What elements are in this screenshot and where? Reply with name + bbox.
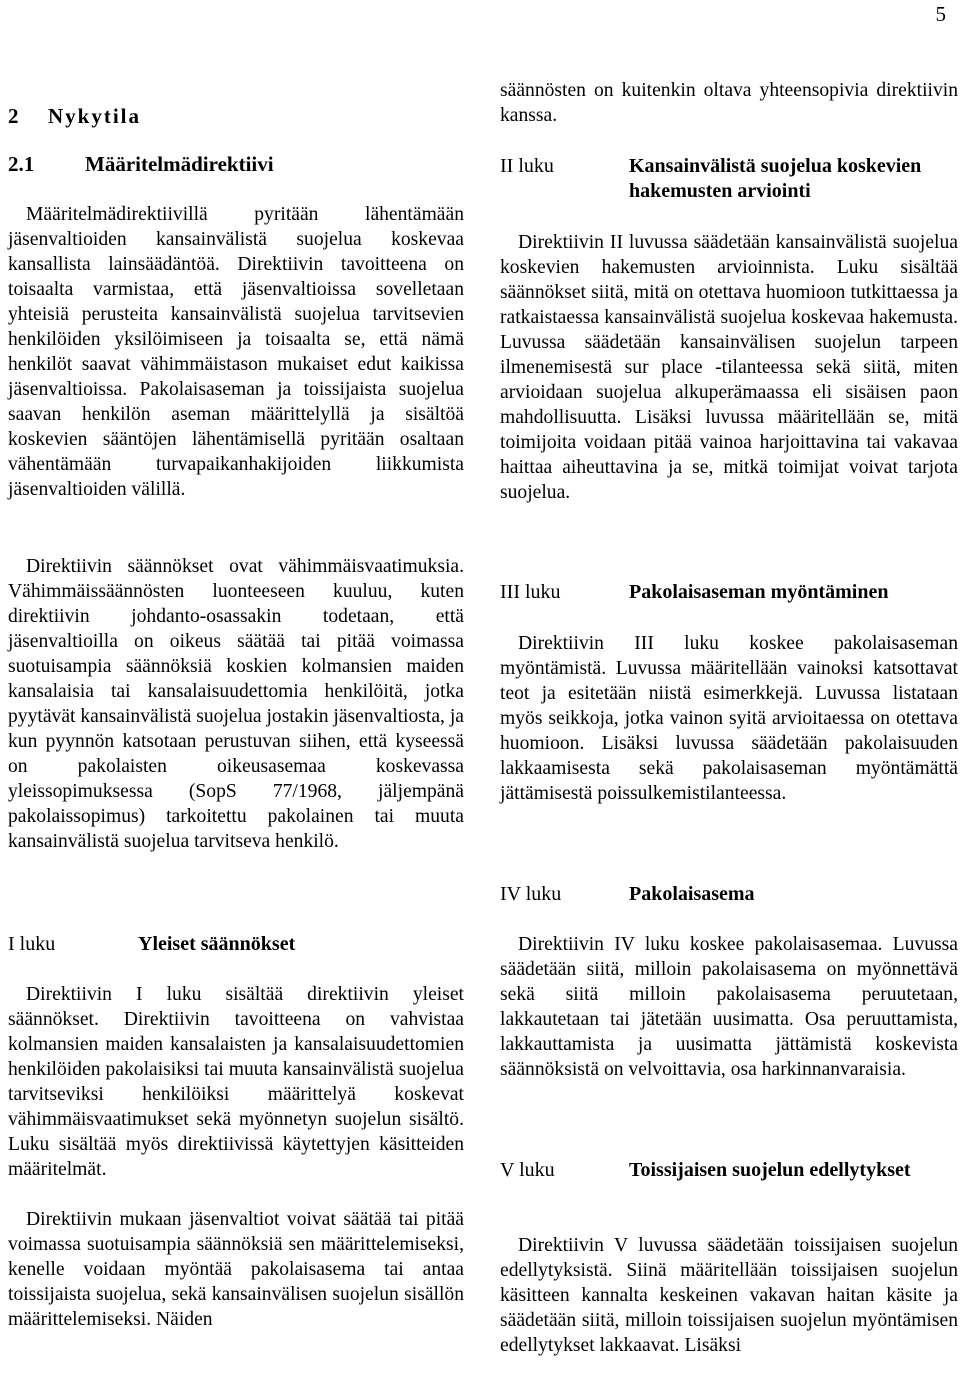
section-title: Nykytila bbox=[48, 104, 142, 128]
chapter-3-paragraph: Direktiivin III luku koskee pakolaisaseman myöntämistä. Luvussa määritellään vainoksi katsottavat teot ja esitetään niistä esimerkkejä. Luvussa listataan myös seikkoja, jotka vainon syitä arvioitaessa on otettava huomioon. Lisäksi luvussa säädetään pakolaisuuden lakkaamisesta sekä pakolaisaseman myöntämättä jättämisestä poissulkemistilanteessa. bbox=[500, 633, 958, 804]
chapter-1-title: Yleiset säännökset bbox=[138, 933, 296, 955]
chapter-1-label: I luku bbox=[8, 933, 56, 955]
chapter-2-paragraph: Direktiivin II luvussa säädetään kansainvälistä suojelua koskevien hakemusten arvioinnista. Luku sisältää säännökset siitä, mitä on otettava huomioon tutkittaessa ja ratkaistaessa kansainvälistä suojelua koskevaa hakemusta. Luvussa säädetään kansainvälisen suojelun tarpeen ilmenemisestä sur place -tilanteessa sekä siitä, miten arvioidaan suojelua alkuperämaassa eli sisäisen paon mahdollisuutta. Lisäksi luvussa määritellään se, mitä toimijoita voidaan pitää vainoa harjoittavina tai vakavaa haittaa aiheuttavina ja se, mitkä toimijat voivat tarjota suojelua. bbox=[500, 232, 958, 503]
section-number: 2 bbox=[8, 104, 21, 128]
chapter-4-paragraph: Direktiivin IV luku koskee pakolaisasemaa. Luvussa säädetään siitä, milloin pakolaisasema on myönnettävä sekä siitä milloin pakolaisasema peruutetaan, lakkautetaan tai jätetään uusimatta. Osa peruuttamista, lakkauttamista ja uusimatta jättämistä koskevista säännöksistä on velvoittavia, osa harkinnanvaraisia. bbox=[500, 934, 958, 1080]
section-heading bbox=[8, 103, 141, 129]
chapter-4-title: Pakolaisasema bbox=[629, 883, 755, 905]
continuation-paragraph: säännösten on kuitenkin oltava yhteensopivia direktiivin kanssa. bbox=[500, 80, 958, 126]
chapter-1-paragraph-2: Direktiivin mukaan jäsenvaltiot voivat säätää tai pitää voimassa suotuisampia säännöksiä sen määrittelemiseksi, kenelle voidaan myöntää pakolaisasema tai antaa toissijaista suojelua, sekä kansainvälisen suojelun sisällön määrittelemiseksi. Näiden bbox=[8, 1209, 464, 1330]
subsection-number: 2.1 bbox=[8, 152, 35, 176]
chapter-4-label: IV luku bbox=[500, 883, 562, 905]
subsection-title: Määritelmädirektiivi bbox=[85, 152, 274, 176]
chapter-3-label: III luku bbox=[500, 581, 561, 603]
chapter-1-paragraph: Direktiivin I luku sisältää direktiivin yleiset säännökset. Direktiivin tavoitteena on vahvistaa kolmansien maiden kansalaisten ja kansalaisuudettomien henkilöiden pakolaisiksi tai muuta kansainvälistä suojelua tarvitseviksi henkilöiksi määrittelyä koskevat vähimmäisvaatimukset sekä myönnetyn suojelun sisältö. Luku sisältää myös direktiivissä käytettyjen käsitteiden määritelmät. bbox=[8, 984, 464, 1180]
chapter-5-label: V luku bbox=[500, 1159, 555, 1181]
page-number: 5 bbox=[935, 2, 946, 26]
intro-paragraph: Määritelmädirektiivillä pyritään lähentämään jäsenvaltioiden kansainvälistä suojelua koskevaa kansallista lainsäädäntöä. Direktiivin tavoitteena on toisaalta varmistaa, että jäsenvaltioissa sovelletaan yhteisiä perusteita kansainvälistä suojelua tarvitsevien henkilöiden yksilöimiseen ja toisaalta se, että nämä henkilöt saavat vähimmäistason mukaiset edut kaikissa jäsenvaltioissa. Pakolaisaseman ja toissijaista suojelua saavan henkilön aseman määrittelyllä ja sisältöä koskevien sääntöjen lähentämisellä pyritään osaltaan vähentämään turvapaikanhakijoiden liikkumista jäsenvaltioiden välillä. bbox=[8, 204, 464, 500]
chapter-5-title: Toissijaisen suojelun edellytykset bbox=[629, 1159, 911, 1181]
chapter-3-title: Pakolaisaseman myöntäminen bbox=[629, 581, 889, 603]
subsection-heading bbox=[8, 151, 274, 177]
chapter-5-paragraph: Direktiivin V luvussa säädetään toissijaisen suojelun edellytyksistä. Siinä määritellään toissijaisen suojelun käsitteen kannalta keskeinen vakavan haitan käsite ja säädetään siitä, milloin toissijaisen suojelun myöntämisen edellytykset lakkaavat. Lisäksi bbox=[500, 1235, 958, 1356]
chapter-2-title: Kansainvälistä suojelua koskevien hakemusten arviointi bbox=[629, 155, 922, 202]
chapter-2-label: II luku bbox=[500, 155, 554, 177]
minimum-standards-paragraph: Direktiivin säännökset ovat vähimmäisvaatimuksia. Vähimmäissäännösten luonteeseen kuuluu, kuten direktiivin johdanto-osassakin todetaan, että jäsenvaltioilla on oikeus säätää tai pitää voimassa suotuisampia säännöksiä koskien kolmansien maiden kansalaisia tai kansalaisuudettomia henkilöitä, jotka pyytävät kansainvälistä suojelua jostakin jäsenvaltiosta, ja kun pyynnön katsotaan perustuvan siihen, että kyseessä on pakolaisten oikeusasemaa koskevassa yleissopimuksessa (SopS 77/1968, jäljempänä pakolaissopimus) tarkoitettu pakolainen tai muuta kansainvälistä suojelua tarvitseva henkilö. bbox=[8, 556, 464, 852]
